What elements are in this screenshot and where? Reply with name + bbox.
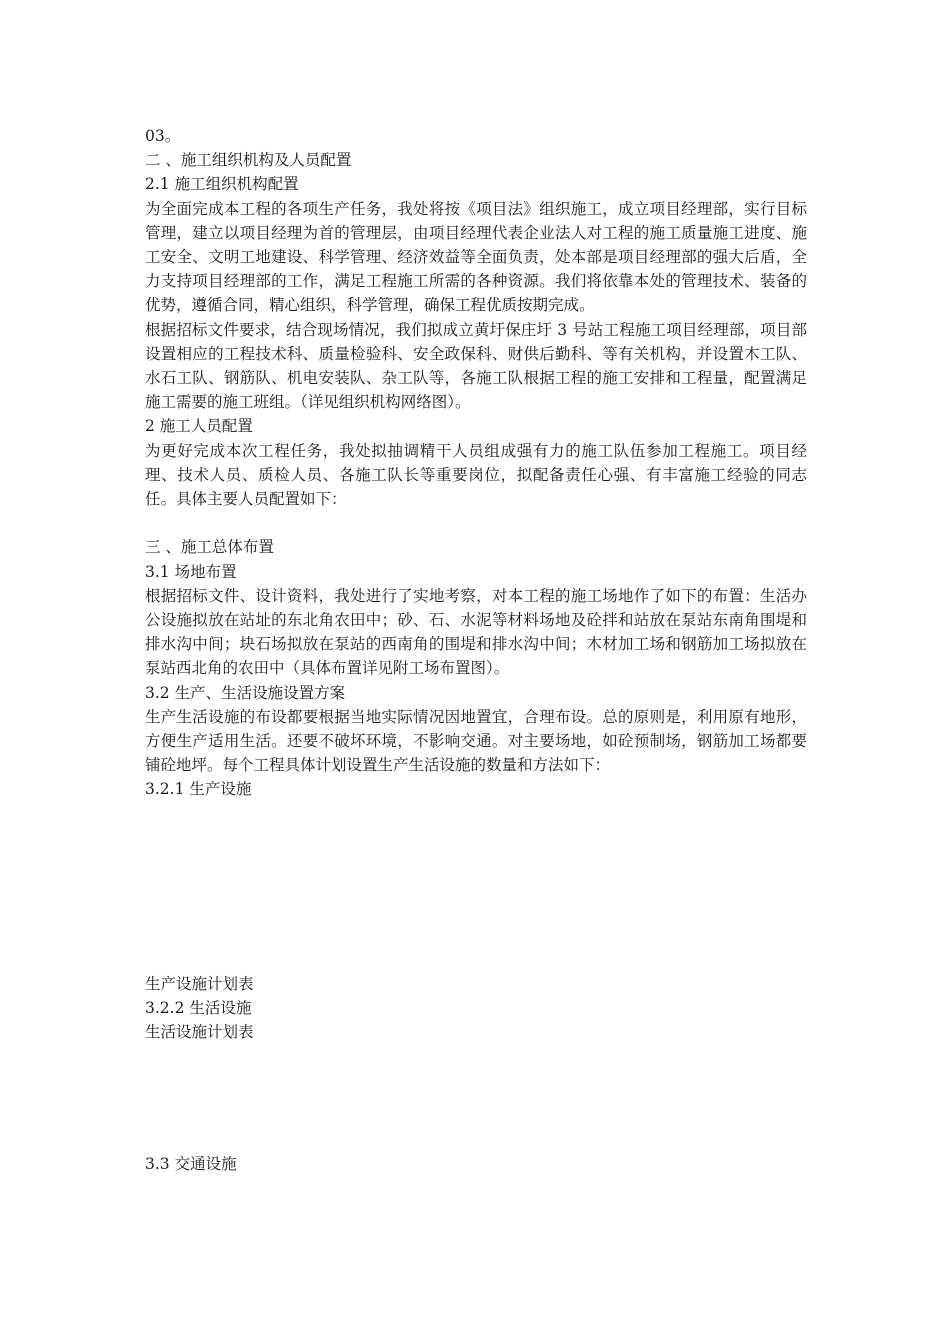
- blank-line: [145, 511, 807, 535]
- paragraph-project-department: 根据招标文件要求，结合现场情况，我们拟成立黄圩保庄圩 3 号站工程施工项目经理部，项目部设置相应的工程技术科、质量检验科、安全政保科、财供后勤科、等有关机构，并设置木工队、水石工队、钢筋队、机电安装队、杂工队等，各施工队根据工程的施工安排和工程量，配置满足施工需要的施工班组。（详见组织机构网络图）。: [145, 320, 807, 412]
- table-caption: 生产设施计划表: [145, 974, 254, 993]
- subsection-heading: 2.1 施工组织机构配置: [145, 175, 299, 194]
- table-placeholder-space: [145, 1044, 807, 1152]
- document-page: [145, 124, 807, 1176]
- subsection-heading: 3.1 场地布置: [145, 562, 237, 581]
- subsection-heading: 3.2.1 生产设施: [145, 780, 252, 799]
- paragraph-staffing: 为更好完成本次工程任务，我处拟抽调精干人员组成强有力的施工队伍参加工程施工。项目经理、技术人员、质检人员、各施工队长等重要岗位，拟配备责任心强、有丰富施工经验的同志任。具体主要人员配置如下：: [145, 441, 807, 509]
- subsection-heading: 3.2 生产、生活设施设置方案: [145, 683, 346, 702]
- paragraph-organization: 为全面完成本工程的各项生产任务，我处将按《项目法》组织施工，成立项目经理部，实行目标管理，建立以项目经理为首的管理层，由项目经理代表企业法人对工程的施工质量施工进度、施工安全、文明工地建设、科学管理、经济效益等全面负责，处本部是项目经理部的强大后盾，全力支持项目经理部的工作，满足工程施工所需的各种资源。我们将依靠本处的管理技术、装备的优势，遵循合同，精心组织，科学管理，确保工程优质按期完成。: [145, 199, 807, 315]
- paragraph-site-layout: 根据招标文件、设计资料，我处进行了实地考察，对本工程的施工场地作了如下的布置：生活办公设施拟放在站址的东北角农田中；砂、石、水泥等材料场地及砼拌和站放在泵站东南角围堤和排水沟中间；块石场拟放在泵站的西南角的围堤和排水沟中间；木材加工场和钢筋加工场拟放在泵站西北角的农田中（具体布置详见附工场布置图）。: [145, 586, 807, 678]
- subsection-heading: 3.3 交通设施: [145, 1155, 237, 1174]
- section-heading: 二 、施工组织机构及人员配置: [145, 151, 352, 170]
- section-heading: 三 、施工总体布置: [145, 538, 274, 557]
- table-placeholder-space: [145, 802, 807, 972]
- subsection-heading: 3.2.2 生活设施: [145, 998, 252, 1017]
- text-line: 03。: [145, 127, 181, 145]
- table-caption: 生活设施计划表: [145, 1023, 254, 1042]
- subsection-heading: 2 施工人员配置: [145, 417, 253, 436]
- paragraph-facilities: 生产生活设施的布设都要根据当地实际情况因地置宜，合理布设。总的原则是，利用原有地形，方便生产适用生活。还要不破坏环境，不影响交通。对主要场地，如砼预制场，钢筋加工场都要铺砼地坪。每个工程具体计划设置生产生活设施的数量和方法如下：: [145, 707, 807, 775]
